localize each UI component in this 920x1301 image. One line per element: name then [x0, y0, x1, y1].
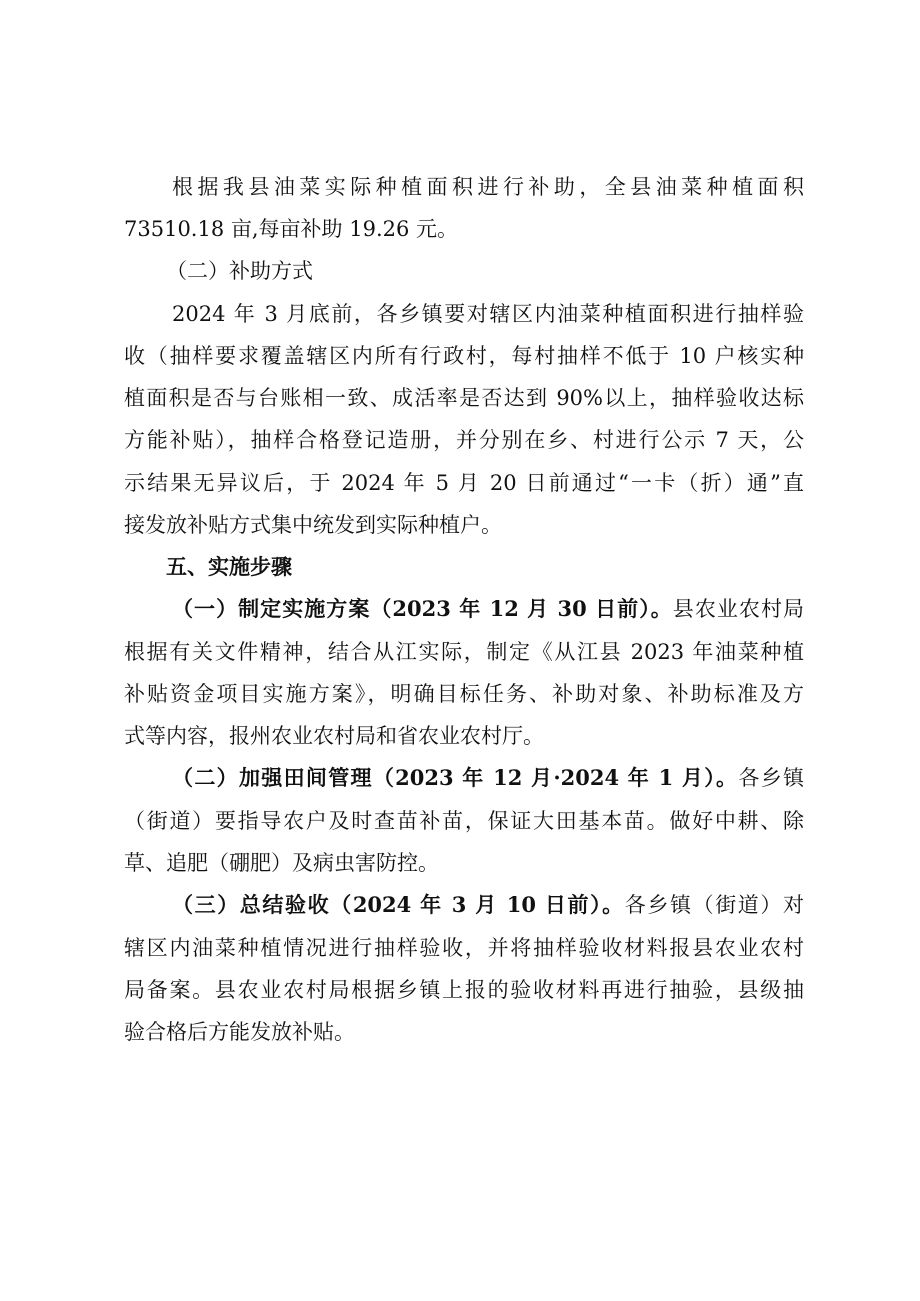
- step-text: 各乡镇（街道）对: [624, 893, 804, 917]
- paragraph-line: 73510.18 亩,每亩补助 19.26 元。: [124, 217, 459, 241]
- paragraph-line: 根据有关文件精神，结合从江实际，制定《从江县 2023 年油菜种植: [124, 640, 804, 664]
- step-first-line: [172, 890, 804, 920]
- step-title: （三）总结验收（2024 年 3 月 10 日前）。: [172, 892, 625, 917]
- section-subheading: （二）补助方式: [166, 259, 313, 283]
- paragraph-line: 方能补贴），抽样合格登记造册，并分别在乡、村进行公示 7 天，公: [124, 428, 804, 452]
- step-first-line: [172, 594, 804, 624]
- paragraph-line: 辖区内油菜种植情况进行抽样验收，并将抽样验收材料报县农业农村: [124, 936, 804, 960]
- step-text: 县农业农村局: [672, 597, 804, 621]
- paragraph-line: 补贴资金项目实施方案》，明确目标任务、补助对象、补助标准及方: [124, 682, 804, 706]
- paragraph-line: 局备案。县农业农村局根据乡镇上报的验收材料再进行抽验，县级抽: [124, 978, 804, 1002]
- section-heading: 五、实施步骤: [166, 555, 292, 579]
- paragraph-line: 式等内容，报州农业农村局和省农业农村厅。: [124, 724, 544, 748]
- step-title: （二）加强田间管理（2023 年 12 月·2024 年 1 月）。: [172, 765, 739, 790]
- step-text: 各乡镇: [738, 766, 805, 790]
- step-title: （一）制定实施方案（2023 年 12 月 30 日前）。: [172, 596, 673, 621]
- paragraph-line: 植面积是否与台账相一致、成活率是否达到 90%以上，抽样验收达标: [124, 386, 804, 410]
- paragraph-line: 收（抽样要求覆盖辖区内所有行政村，每村抽样不低于 10 户核实种: [124, 344, 804, 368]
- paragraph-line: 2024 年 3 月底前，各乡镇要对辖区内油菜种植面积进行抽样验: [172, 302, 804, 326]
- paragraph-line: 示结果无异议后，于 2024 年 5 月 20 日前通过“一卡（折）通”直: [124, 471, 804, 495]
- paragraph-line: 草、追肥（硼肥）及病虫害防控。: [124, 851, 439, 875]
- paragraph-line: 验合格后方能发放补贴。: [124, 1020, 355, 1044]
- step-first-line: [172, 763, 804, 793]
- paragraph-line: 接发放补贴方式集中统发到实际种植户。: [124, 513, 502, 537]
- paragraph-line: （街道）要指导农户及时查苗补苗，保证大田基本苗。做好中耕、除: [124, 809, 804, 833]
- paragraph-line: 根据我县油菜实际种植面积进行补助，全县油菜种植面积: [172, 175, 804, 199]
